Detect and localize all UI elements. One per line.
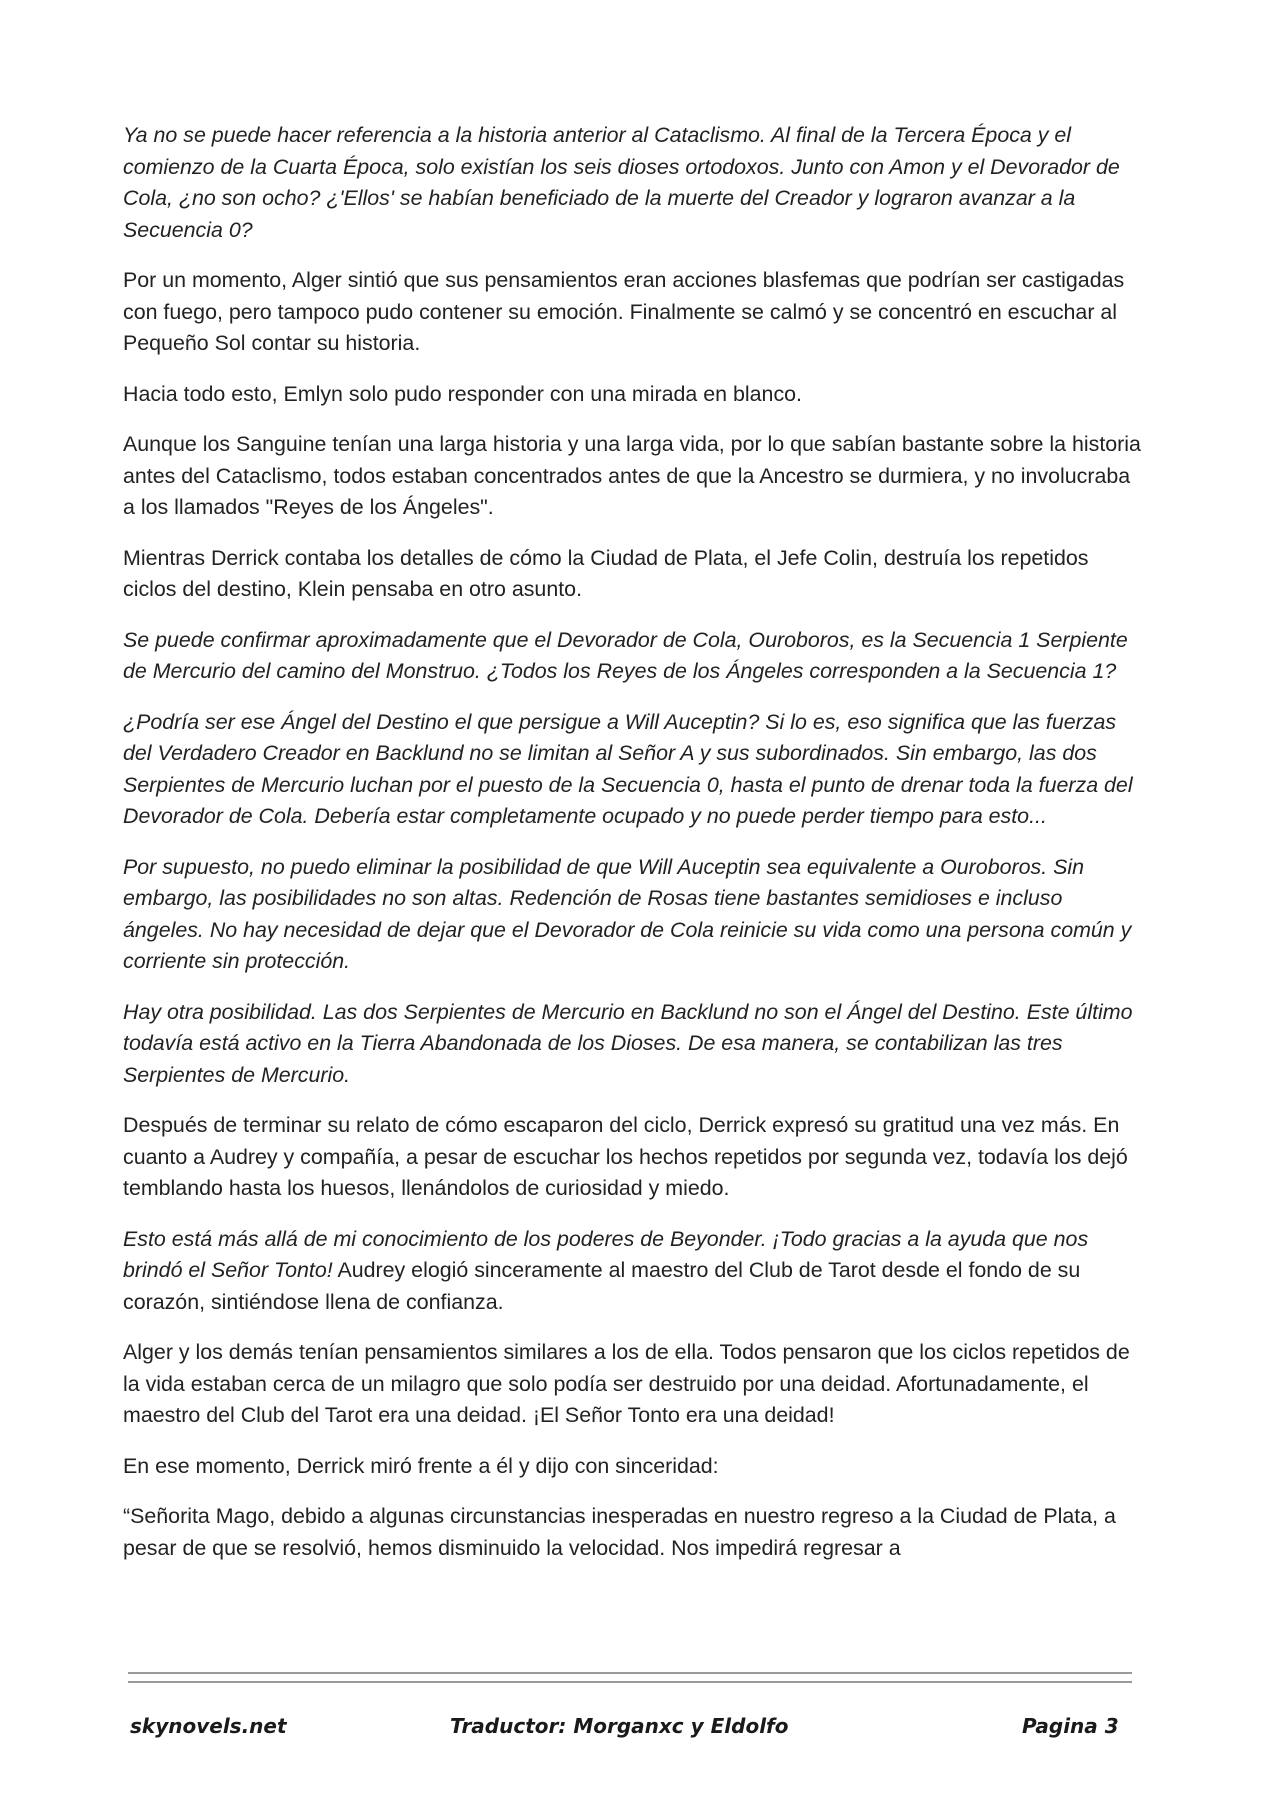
page-body: [123, 120, 1145, 1583]
paragraph-11: [123, 1224, 1145, 1319]
paragraph-3: Hacia todo esto, Emlyn solo pudo responder con una mirada en blanco.: [123, 381, 802, 406]
footer-divider-bottom: [128, 1681, 1132, 1683]
paragraph-11-narration: Audrey elogió sinceramente al maestro del Club de Tarot desde el fondo de su corazón, sintiéndose llena de confianza.: [123, 1258, 1081, 1314]
paragraph-1: Ya no se puede hacer referencia a la historia anterior al Cataclismo. Al final de la Tercera Época y el comienzo de la Cuarta Época, solo existían los seis dioses ortodoxos. Junto con Amon y el Devorador de Cola, ¿no son ocho? ¿'Ellos' se habían beneficiado de la muerte del Creador y lograron avanzar a la Secuencia 0?: [123, 123, 1120, 242]
paragraph-2: Por un momento, Alger sintió que sus pensamientos eran acciones blasfemas que podrían ser castigadas con fuego, pero tampoco pudo contener su emoción. Finalmente se calmó y se concentró en escuchar al Pequeño Sol contar su historia.: [123, 268, 1125, 355]
paragraph-14: “Señorita Mago, debido a algunas circunstancias inesperadas en nuestro regreso a la Ciudad de Plata, a pesar de que se resolvió, hemos disminuido la velocidad. Nos impedirá regresar a: [123, 1504, 1116, 1560]
footer-divider-top: [128, 1672, 1132, 1674]
paragraph-8: Por supuesto, no puedo eliminar la posibilidad de que Will Auceptin sea equivalente a Ouroboros. Sin embargo, las posibilidades no son altas. Redención de Rosas tiene bastantes semidioses e incluso ángeles. No hay necesidad de dejar que el Devorador de Cola reinicie su vida como una persona común y corriente sin protección.: [123, 854, 1132, 973]
paragraph-13: En ese momento, Derrick miró frente a él y dijo con sinceridad:: [123, 1453, 719, 1478]
paragraph-7: ¿Podría ser ese Ángel del Destino el que persigue a Will Auceptin? Si lo es, eso significa que las fuerzas del Verdadero Creador en Backlund no se limitan al Señor A y sus subordinados. Sin embargo, las dos Serpientes de Mercurio luchan por el puesto de la Secuencia 0, hasta el punto de drenar toda la fuerza del Devorador de Cola. Debería estar completamente ocupado y no puede perder tiempo para esto...: [123, 709, 1133, 828]
paragraph-6: Se puede confirmar aproximadamente que el Devorador de Cola, Ouroboros, es la Secuencia 1 Serpiente de Mercurio del camino del Monstruo. ¿Todos los Reyes de los Ángeles corresponden a la Secuencia 1?: [123, 627, 1128, 683]
paragraph-10: Después de terminar su relato de cómo escaparon del ciclo, Derrick expresó su gratitud una vez más. En cuanto a Audrey y compañía, a pesar de escuchar los hechos repetidos por segunda vez, todavía los dejó temblando hasta los huesos, llenándolos de curiosidad y miedo.: [123, 1113, 1128, 1200]
paragraph-11-thought: Esto está más allá de mi conocimiento de los poderes de Beyonder. ¡Todo gracias a la ayuda que nos brindó el Señor Tonto!: [123, 1226, 1089, 1282]
paragraph-12: Alger y los demás tenían pensamientos similares a los de ella. Todos pensaron que los ciclos repetidos de la vida estaban cerca de un milagro que solo podía ser destruido por una deidad. Afortunadamente, el maestro del Club del Tarot era una deidad. ¡El Señor Tonto era una deidad!: [123, 1340, 1130, 1427]
paragraph-9: Hay otra posibilidad. Las dos Serpientes de Mercurio en Backlund no son el Ángel del Destino. Este último todavía está activo en la Tierra Abandonada de los Dioses. De esa manera, se contabilizan las tres Serpientes de Mercurio.: [123, 999, 1133, 1087]
footer-site: skynovels.net: [130, 1714, 287, 1738]
paragraph-5: Mientras Derrick contaba los detalles de cómo la Ciudad de Plata, el Jefe Colin, destruía los repetidos ciclos del destino, Klein pensaba en otro asunto.: [123, 545, 1089, 601]
footer-page-number: Pagina 3: [1022, 1714, 1119, 1738]
paragraph-4: Aunque los Sanguine tenían una larga historia y una larga vida, por lo que sabían bastante sobre la historia antes del Cataclismo, todos estaban concentrados antes de que la Ancestro se durmiera, y no involucraba a los llamados "Reyes de los Ángeles".: [123, 432, 1141, 519]
footer-translator: Traductor: Morganxc y Eldolfo: [450, 1714, 789, 1738]
